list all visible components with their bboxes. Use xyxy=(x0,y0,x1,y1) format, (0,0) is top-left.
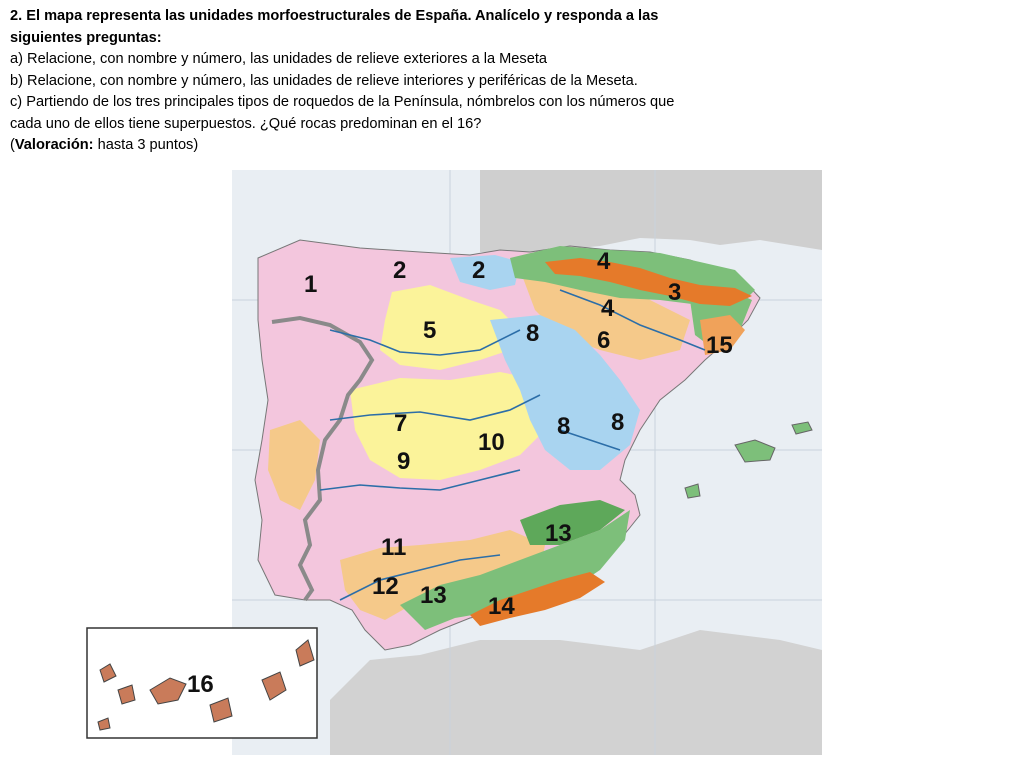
label-unit-1: 1 xyxy=(304,271,318,298)
label-unit-9: 9 xyxy=(397,448,411,475)
label-unit-13b: 13 xyxy=(420,582,447,609)
label-unit-11: 11 xyxy=(381,534,407,561)
label-unit-8b: 8 xyxy=(557,413,571,440)
label-unit-8a: 8 xyxy=(526,320,540,347)
question-text xyxy=(10,6,690,157)
label-unit-8c: 8 xyxy=(611,409,625,436)
label-unit-4b: 4 xyxy=(601,295,615,322)
label-unit-2a: 2 xyxy=(393,257,407,284)
label-unit-6: 6 xyxy=(597,327,611,354)
label-unit-3: 3 xyxy=(668,279,682,306)
label-unit-7: 7 xyxy=(394,410,408,437)
label-unit-14: 14 xyxy=(488,593,515,620)
label-unit-5: 5 xyxy=(423,317,437,344)
label-unit-15: 15 xyxy=(706,332,733,359)
question-item-b: b) Relacione, con nombre y número, las unidades de relieve interiores y periféricas de la Meseta. xyxy=(10,72,638,89)
question-item-a: a) Relacione, con nombre y número, las unidades de relieve exteriores a la Meseta xyxy=(10,51,548,67)
label-unit-2b: 2 xyxy=(472,257,486,284)
label-unit-13a: 13 xyxy=(545,520,572,547)
question-score: (Valoración: hasta 3 puntos) xyxy=(10,137,199,153)
label-unit-16: 16 xyxy=(187,671,214,698)
morphostructural-map xyxy=(0,170,1024,768)
label-unit-12: 12 xyxy=(372,573,399,600)
map-svg xyxy=(0,170,1024,768)
label-unit-4a: 4 xyxy=(597,248,611,275)
question-item-c: c) Partiendo de los tres principales tipos de roquedos de la Península, nómbrelos con los números que cada uno de ellos tiene superpuestos. ¿Qué rocas predominan en el 16? xyxy=(10,94,675,132)
question-title: 2. El mapa representa las unidades morfoestructurales de España. Analícelo y responda a las siguientes preguntas: xyxy=(10,8,659,46)
label-unit-10: 10 xyxy=(478,429,505,456)
